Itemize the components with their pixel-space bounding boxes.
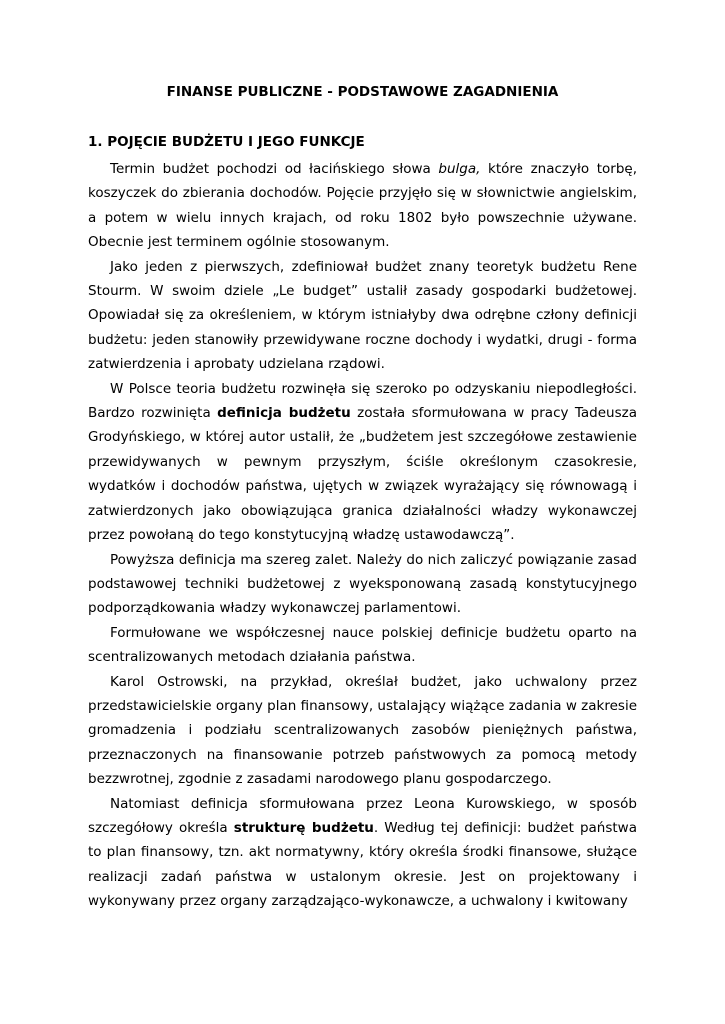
paragraph-text: które znaczyło torbę, koszyczek do zbierania dochodów. Pojęcie przyjęło się w słownictwie angielskim, a potem w wielu innych krajach, od roku 1802 było powszechnie używane. Obecnie jest terminem ogólnie stosowanym. <box>88 161 637 251</box>
paragraph-text: Natomiast definicja sformułowana przez Leona Kurowskiego, w sposób szczegółowy określa <box>88 795 637 836</box>
document-page <box>88 82 637 914</box>
paragraph-ostrowski: Karol Ostrowski, na przykład, określał budżet, jako uchwalony przez przedstawicielskie organy plan finansowy, ustalający wiążące zadania w zakresie gromadzenia i podziału scentralizowanych zasobów pieniężnych państwa, przeznaczonych na finansowanie potrzeb państwowych za pomocą metody bezzwrotnej, zgodnie z zasadami narodowego planu gospodarczego. <box>88 673 637 788</box>
paragraph-text: W Polsce teoria budżetu rozwinęła się szeroko po odzyskaniu niepodległości. Bardzo rozwinięta <box>88 380 637 422</box>
document-title: FINANSE PUBLICZNE - PODSTAWOWE ZAGADNIENIA <box>166 84 559 100</box>
paragraph-advantages: Powyższa definicja ma szereg zalet. Należy do nich zaliczyć powiązanie zasad podstawowej techniki budżetowej z wyeksponowaną zasadą konstytucyjnego podporządkowania władzy wykonawczej parlamentowi. <box>88 551 637 617</box>
paragraph-contemporary: Formułowane we współczesnej nauce polskiej definicje budżetu oparto na scentralizowanych metodach działania państwa. <box>88 624 637 666</box>
section-heading: 1. POJĘCIE BUDŻETU I JEGO FUNKCJE <box>88 134 365 150</box>
bold-term: strukturę budżetu <box>233 819 374 836</box>
paragraph-text: Termin budżet pochodzi od łacińskiego słowa <box>110 161 439 177</box>
paragraph-stourm: Jako jeden z pierwszych, zdefiniował budżet znany teoretyk budżetu Rene Stourm. W swoim dziele „Le budget” ustalił zasady gospodarki budżetowej. Opowiadał się za określeniem, w którym istniałyby dwa odrębne człony definicji budżetu: jeden stanowiły przewidywane roczne dochody i wydatki, drugi - forma zatwierdzenia i aprobaty udzielana rządowi. <box>88 258 637 373</box>
bold-term: definicja budżetu <box>217 405 351 422</box>
italic-term: bulga, <box>438 161 481 177</box>
paragraph-grodynski <box>88 377 637 548</box>
paragraph-text: została sformułowana w pracy Tadeusza Grodyńskiego, w której autor ustalił, że „budżetem jest szczegółowe zestawienie przewidywanych w pewnym przyszłym, ściśle określonym czasokresie, wydatków i dochodów państwa, ujętych w związek wyrażający się równowagą i zatwierdzonych jako obowiązująca granica działalności władzy wykonawczej przez powołaną do tego konstytucyjną władzę ustawodawczą”. <box>88 405 637 544</box>
paragraph-text: . Według tej definicji: budżet państwa to plan finansowy, tzn. akt normatywny, który określa środki finansowe, służące realizacji zadań państwa w ustalonym okresie. Jest on projektowany i wykonywany przez organy zarządzająco-wykonawcze, a uchwalony i kwitowany <box>88 819 637 910</box>
paragraph-etymology <box>88 157 637 255</box>
paragraph-kurowski <box>88 792 637 914</box>
